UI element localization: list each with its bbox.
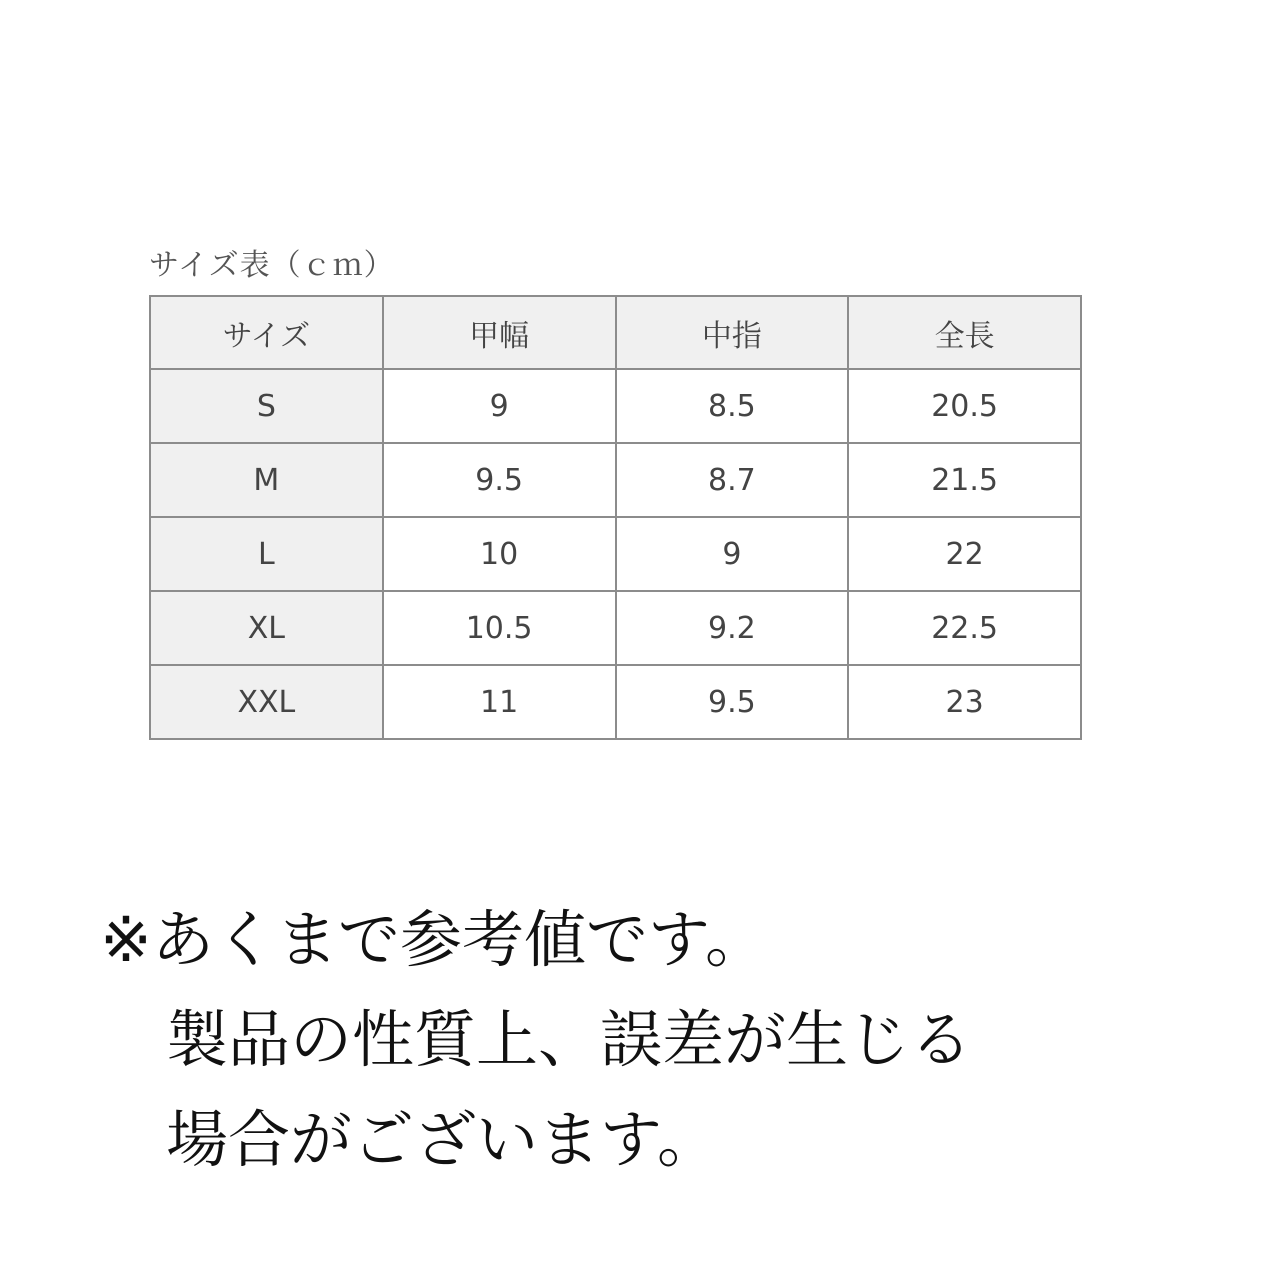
cell-total-length: 21.5 — [848, 443, 1081, 517]
disclaimer-note — [100, 890, 972, 1190]
cell-size: XL — [150, 591, 383, 665]
table-row — [150, 591, 1081, 665]
cell-total-length: 20.5 — [848, 369, 1081, 443]
cell-middle-finger: 9 — [616, 517, 849, 591]
cell-back-width: 10 — [383, 517, 616, 591]
cell-size: L — [150, 517, 383, 591]
cell-size: M — [150, 443, 383, 517]
header-back-width: 甲幅 — [383, 296, 616, 369]
cell-back-width: 10.5 — [383, 591, 616, 665]
cell-back-width: 11 — [383, 665, 616, 739]
table-row — [150, 517, 1081, 591]
header-size: サイズ — [150, 296, 383, 369]
cell-size: XXL — [150, 665, 383, 739]
cell-middle-finger: 8.7 — [616, 443, 849, 517]
cell-size: S — [150, 369, 383, 443]
cell-back-width: 9 — [383, 369, 616, 443]
cell-middle-finger: 8.5 — [616, 369, 849, 443]
header-middle-finger: 中指 — [616, 296, 849, 369]
cell-total-length: 22.5 — [848, 591, 1081, 665]
table-row — [150, 369, 1081, 443]
note-line: 場合がございます。 — [166, 1103, 720, 1176]
table-caption: サイズ表（ｃｍ） — [149, 248, 395, 283]
note-line: 製品の性質上、誤差が生じる — [166, 1003, 973, 1076]
note-line: ※あくまで参考値です。 — [100, 903, 767, 976]
table-header-row — [150, 296, 1081, 369]
table-row — [150, 665, 1081, 739]
table-row — [150, 443, 1081, 517]
size-table — [149, 295, 1082, 740]
cell-middle-finger: 9.5 — [616, 665, 849, 739]
header-total-length: 全長 — [848, 296, 1081, 369]
cell-middle-finger: 9.2 — [616, 591, 849, 665]
cell-total-length: 22 — [848, 517, 1081, 591]
cell-back-width: 9.5 — [383, 443, 616, 517]
cell-total-length: 23 — [848, 665, 1081, 739]
